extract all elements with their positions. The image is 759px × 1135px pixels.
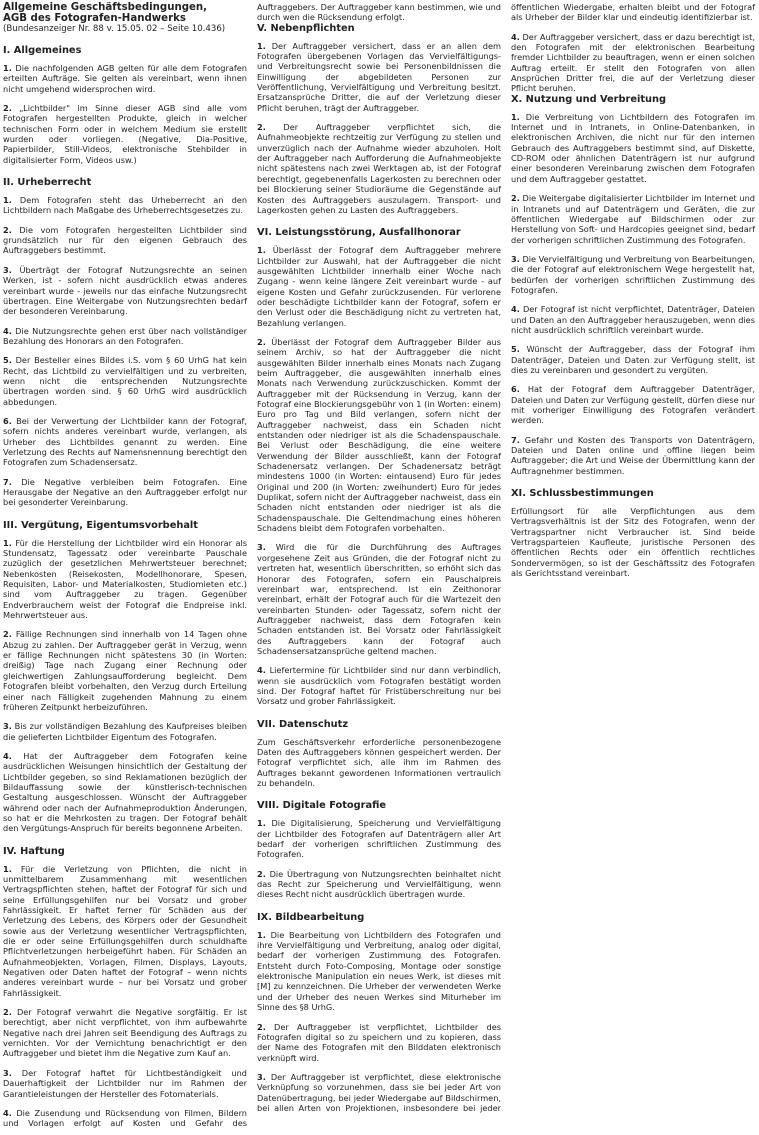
clause-number: 4.: [511, 304, 520, 315]
clause-paragraph: [3, 103, 247, 165]
clause-number: 5.: [511, 344, 520, 355]
clause-number: 4.: [3, 1107, 12, 1118]
clause-number: 4.: [3, 750, 12, 761]
clause-text: Die Weitergabe digitalisierter Lichtbilder im Internet und in Intranets und auf Datenträgern und Geräten, die zur öffentlichen Wiedergabe auf Bildschirmen oder zur Herstellung von Soft- und Hardcopies geeignet sind, bedarf der vorherigen schriftlichen Zustimmung des Fotografen.: [511, 193, 755, 245]
clause-number: 2.: [3, 629, 12, 640]
clause-number: 2.: [257, 1021, 266, 1032]
clause-number: 1.: [257, 40, 266, 51]
clause-paragraph: [257, 122, 501, 215]
clause-text: Die nachfolgenden AGB gelten für alle dem Fotografen erteilten Aufträge. Sie gelten als vereinbart, wenn ihnen nicht umgehend widersprochen wird.: [3, 63, 247, 94]
section-heading: VII. Datenschutz: [257, 718, 349, 730]
section: [3, 520, 247, 834]
section-heading: X. Nutzung und Verbreitung: [511, 93, 667, 105]
section-heading: I. Allgemeines: [3, 45, 82, 56]
clause-paragraph: [257, 245, 501, 328]
section: [3, 177, 247, 508]
clause-paragraph: [257, 930, 501, 1013]
clause-text: Die Negative verbleiben beim Fotografen. Eine Herausgabe der Negative an den Auftraggeber erfolgt nur bei gesonderter Vereinbarung.: [3, 476, 247, 508]
clause-number: 2.: [257, 868, 266, 879]
clause-paragraph: [3, 195, 247, 216]
clause-paragraph: [3, 751, 247, 834]
clause-paragraph: [3, 477, 247, 508]
clause-number: 6.: [511, 384, 520, 395]
clause-text: Der Fotograf verwahrt die Negative sorgfältig. Er ist berechtigt, aber nicht verpflichtet, von ihm aufbewahrte Negative nach drei Jahren seit Beendigung des Auftrags zu vernichten. Vor der Vernichtung benachrichtigt er den Auftraggeber und bietet ihm die Negative zum Kauf an.: [3, 1007, 247, 1059]
clause-paragraph: [257, 1022, 501, 1063]
clause-paragraph: [257, 337, 501, 534]
clause-paragraph: [511, 254, 755, 295]
clause-text: Die Nutzungsrechte gehen erst über nach vollständiger Bezahlung des Honorars an den Fotografen.: [3, 325, 247, 346]
document-reference: (Bundesanzeiger Nr. 88 v. 15.05. 02 – Seite 10.436): [3, 24, 226, 34]
clause-text: Der Auftraggeber verpflichtet sich, die Aufnahmeobjekte rechtzeitig zur Verfügung zu stellen und unverzüglich nach der Aufnahme wieder abzuholen. Holt der Auftraggeber nach Aufforderung die Aufnahmeobjekte nicht spätestens nach zwei Werktagen ab, ist der Fotograf berechtigt, gegebenenfalls Lagerkosten zu berechnen oder bei Blockierung seiner Studioräume die Gegenstände auf Kosten des Auftraggebers auszulagern. Transport- und Lagerkosten gehen zu Lasten des Auftraggebers.: [257, 122, 501, 215]
clause-paragraph: [257, 869, 501, 900]
clause-paragraph: [511, 112, 755, 184]
section-heading: V. Nebenpflichten: [257, 22, 355, 34]
clause-text: Wünscht der Auftraggeber, dass der Fotograf ihm Datenträger, Dateien und Daten zur Verfügung stellt, ist dies zu vereinbaren und gesondert zu vergüten.: [511, 344, 755, 375]
clause-paragraph: [3, 355, 247, 407]
clause-number: 6.: [3, 415, 12, 426]
clause-number: 1.: [257, 245, 266, 256]
section-heading: VIII. Digitale Fotografie: [257, 800, 387, 812]
clause-text: Die Vervielfältigung und Verbreitung von Bearbeitungen, die der Fotograf auf elektronischem Wege hergestellt hat, bedürfen der vorherigen schriftlichen Zustimmung des Fotografen.: [511, 253, 755, 295]
clause-text: Zum Geschäftsverkehr erforderliche personenbezogene Daten des Auftraggebers können gespeichert werden. Der Fotograf verpflichtet sich, alle ihm im Rahmen des Auftrages bekannt gewordenen Informationen vertraulich zu behandeln.: [257, 736, 501, 788]
clause-paragraph: [3, 326, 247, 347]
clause-number: 1.: [257, 929, 266, 940]
section: [511, 94, 755, 476]
clause-number: 2.: [511, 193, 520, 204]
clause-number: 3.: [257, 542, 266, 553]
clause-paragraph: [3, 63, 247, 94]
section-heading: VI. Leistungsstörung, Ausfallhonorar: [257, 227, 461, 239]
clause-number: 7.: [3, 476, 12, 487]
agb-document: [3, 2, 755, 1133]
clause-text: Der Auftraggeber versichert, dass er an allen dem Fotografen übergebenen Vorlagen das Vervielfältigungs- und Verbreitungsrecht sowie bei Personenbildnissen die Einwilligung der abgebildeten Personen zur Veröffentlichung, Vervielfältigung und Verbreitung besitzt. Ersatzansprüche Dritter, die auf der Verletzung dieser Pflicht beruhen, trägt der Auftraggeber.: [257, 40, 502, 113]
clause-paragraph: [257, 542, 501, 656]
clause-number: 2.: [3, 103, 12, 114]
clause-text: Der Auftraggeber versichert, dass er dazu berechtigt ist, den Fotografen mit der elektronischen Bearbeitung fremder Lichtbilder zu beauftragen, wenn er einen solchen Auftrag erteilt. Er stellt den Fotografen von allen Ansprüchen Dritter frei, die auf der Verletzung dieser Pflicht beruhen.: [511, 31, 755, 94]
clause-text: Die Zusendung und Rücksendung von Filmen, Bildern und Vorlagen erfolgt auf Kosten und Gefahr des Auftraggebers. Der Auftraggeber kann bestimmen, wie und durch wen die Rücksendung erfolgt.: [3, 2, 501, 1129]
clause-text: Der Auftraggeber ist verpflichtet, Lichtbilder des Fotografen digital so zu speichern und zu kopieren, dass der Name des Fotografen mit den Bilddaten elektronisch verknüpft wird.: [257, 1021, 501, 1063]
clause-number: 5.: [3, 355, 12, 366]
clause-text: Die Übertragung von Nutzungsrechten beinhaltet nicht das Recht zur Speicherung und Vervielfältigung, wenn dieses Recht nicht ausdrücklich übertragen wurde.: [257, 868, 501, 900]
section: [511, 488, 755, 578]
section: [257, 719, 501, 789]
clause-number: 3.: [3, 264, 12, 275]
clause-text: Erfüllungsort für alle Verpflichtungen aus dem Vertragsverhältnis ist der Sitz des Fotografen, wenn der Vertragspartner nicht Verbraucher ist. Sind beide Vertragsparteien Kaufleute, juristische Personen des öffentlichen Rechts oder ein öffentlich rechtliches Sondervermögen, so ist der Geschäftssitz des Fotografen als Gerichtsstand vereinbart.: [511, 506, 755, 579]
clause-number: 3.: [257, 1071, 266, 1082]
clause-text: Gefahr und Kosten des Transports von Datenträgern, Dateien und Daten online und offline liegen beim Auftraggeber; die Art und Weise der Übermittlung kann der Auftragnehmer bestimmen.: [511, 434, 755, 476]
clause-text: Hat der Fotograf dem Auftraggeber Datenträger, Dateien und Daten zur Verfügung gestellt, dürfen diese nur mit vorheriger Einwilligung des Fotografen verändert werden.: [511, 384, 755, 426]
clause-text: Fällige Rechnungen sind innerhalb von 14 Tagen ohne Abzug zu zahlen. Der Auftraggeber gerät in Verzug, wenn er fällige Rechnungen nicht spätestens 30 (in Worten: dreißig) Tage nach Zugang einer Rechnung oder gleichwertigen Zahlungsaufforderung begleicht. Dem Fotografen bleibt vorbehalten, den Verzug durch Erteilung einer nach Fälligkeit zugehenden Mahnung zu einem früheren Zeitpunkt herbeizuführen.: [3, 629, 247, 712]
clause-text: Bei der Verwertung der Lichtbilder kann der Fotograf, sofern nichts anderes vereinbart wurde, verlangen, als Urheber des Lichtbildes genannt zu werden. Eine Verletzung des Rechts auf Namensnennung berechtigt den Fotografen zum Schadensersatz.: [3, 415, 247, 468]
section-heading: II. Urheberrecht: [3, 177, 92, 189]
clause-paragraph: [257, 737, 501, 789]
clause-number: 4.: [3, 325, 12, 336]
clause-paragraph: [3, 864, 247, 998]
clause-text: Der Besteller eines Bildes i.S. vom § 60 UrhG hat kein Recht, das Lichtbild zu vervielfältigen und zu verbreiten, wenn nicht die entsprechenden Nutzungsrechte übertragen worden sind. § 60 UrhG wird ausdrücklich abbedungen.: [3, 355, 247, 407]
clause-paragraph: [511, 193, 755, 245]
clause-text: Dem Fotografen steht das Urheberrecht an den Lichtbildern nach Maßgabe des Urheberrechtsgesetzes zu.: [3, 195, 248, 216]
clause-paragraph: [3, 265, 247, 317]
clause-number: 2.: [257, 336, 266, 347]
section-heading: III. Vergütung, Eigentumsvorbehalt: [3, 519, 198, 531]
section: [3, 45, 247, 165]
clause-text: Wird die für die Durchführung des Auftrages vorgesehene Zeit aus Gründen, die der Fotograf nicht zu vertreten hat, wesentlich überschritten, so erhöht sich das Honorar des Fotografen, sofern ein Pauschalpreis vereinbart war, entsprechend. Ist ein Zeithonorar vereinbart, erhält der Fotograf auch für die Wartezeit den vereinbarten Stunden- oder Tagessatz, sofern nicht der Auftraggeber nachweist, dass dem Fotografen kein Schaden entstanden ist. Bei Vorsatz oder Fahrlässigkeit des Auftraggebers kann der Fotograf auch Schadensersatzansprüche geltend machen.: [257, 542, 501, 656]
clause-number: 1.: [257, 818, 266, 829]
clause-paragraph: [511, 304, 755, 335]
clause-number: 3.: [511, 253, 520, 264]
clause-paragraph: [3, 416, 247, 468]
clause-number: 2.: [257, 122, 266, 133]
clause-text: Für die Herstellung der Lichtbilder wird ein Honorar als Stundensatz, Tagessatz oder vereinbarte Pauschale zuzüglich der gesetzlichen Mehrwertsteuer berechnet; Nebenkosten (Reisekosten, Modellhonorare, Spesen, Requisiten, Labor- und Materialkosten, Studiomieten etc.) sind vom Auftraggeber zu tragen. Gegenüber Endverbrauchern weist der Fotograf die Endpreise inkl. Mehrwertsteuer aus.: [3, 537, 248, 621]
document-title-line-2: AGB des Fotografen-Handwerks: [3, 13, 186, 24]
clause-text: „Lichtbilder" im Sinne dieser AGB sind alle vom Fotografen hergestellten Produkte, gleich in welcher technischen Form oder in welchem Medium sie erstellt wurden oder vorliegen. (Negative, Dia-Positive, Papierbilder, Still-Videos, elektronische Stehbilder in digitalisierter Form, Videos usw.): [3, 103, 247, 165]
clause-number: 1.: [3, 863, 12, 874]
clause-text: Überlässt der Fotograf dem Auftraggeber mehrere Lichtbilder zur Auswahl, hat der Auftraggeber die nicht ausgewählten Lichtbilder innerhalb einer Woche nach Zugang - wenn keine längere Zeit vereinbart wurde - auf eigene Kosten und Gefahr zurückzusenden. Für verlorene oder beschädigte Lichtbilder kann der Fotograf, sofern er den Verlust oder die Beschädigung nicht zu vertreten hat, Bezahlung verlangen.: [257, 245, 501, 328]
clause-text: Die Digitalisierung, Speicherung und Vervielfältigung der Lichtbilder des Fotografen auf Datenträgern aller Art bedarf der vorherigen schriftlichen Zustimmung des Fotografen.: [257, 818, 501, 860]
clause-number: 3.: [3, 1067, 12, 1078]
clause-number: 2.: [3, 1007, 12, 1018]
clause-paragraph: [257, 665, 501, 706]
section-heading: IX. Bildbearbeitung: [257, 911, 365, 923]
clause-paragraph: [257, 41, 501, 113]
clause-text: Die vom Fotografen hergestellten Lichtbilder sind grundsätzlich nur für den eigenen Gebrauch des Auftraggebers bestimmt.: [3, 224, 247, 256]
clause-paragraph: [511, 344, 755, 375]
section: [257, 23, 501, 216]
clause-number: 7.: [511, 434, 520, 445]
clause-number: 1.: [3, 63, 12, 73]
clause-paragraph: [3, 629, 247, 712]
section: [257, 800, 501, 899]
clause-text: Überträgt der Fotograf Nutzungsrechte an seinen Werken, ist - sofern nicht ausdrücklich etwas anderes vereinbart wurde - jeweils nur das einfache Nutzungsrecht übertragen. Eine Weitergabe von Nutzungsrechten bedarf der besonderen Vereinbarung.: [3, 264, 248, 317]
section-heading: XI. Schlussbestimmungen: [511, 488, 654, 500]
clause-text: Der Fotograf ist nicht verpflichtet, Datenträger, Dateien und Daten an den Auftraggeber herauszugeben, wenn dies nicht ausdrücklich schriftlich vereinbart wurde.: [511, 304, 755, 335]
clause-text: Die Verbreitung von Lichtbildern des Fotografen im Internet und in Intranets, in Online-Datenbanken, in elektronischen Archiven, die nicht nur für den internen Gebrauch des Auftraggebers bestimmt sind, auf Diskette, CD-ROM oder ähnlichen Datenträgern ist nur aufgrund einer besonderen Vereinbarung zwischen dem Fotografen und dem Auftraggeber gestattet.: [511, 111, 755, 184]
clause-number: 1.: [3, 195, 12, 206]
clause-paragraph: [511, 435, 755, 476]
clause-paragraph: [511, 506, 755, 578]
clause-text: Für die Verletzung von Pflichten, die nicht in unmittelbarem Zusammenhang mit wesentlichen Vertragspflichten stehen, haftet der Fotograf für sich und seine Erfüllungsgehilfen nur bei Vorsatz und grober Fahrlässigkeit. Er haftet ferner für Schäden aus der Verletzung des Lebens, des Körpers oder der Gesundheit sowie aus der Verletzung wesentlicher Vertragspflichten, die er oder seine Erfüllungsgehilfen durch schuldhafte Pflichtverletzungen herbeigeführt haben. Für Schäden an Aufnahmeobjekten, Vorlagen, Filmen, Displays, Layouts, Negativen oder Daten haftet der Fotograf – wenn nichts anderes vereinbart wurde – nur bei Vorsatz und grober Fahrlässigkeit.: [3, 863, 247, 998]
clause-number: 1.: [3, 537, 12, 548]
clause-paragraph: [511, 384, 755, 425]
clause-text: Überlässt der Fotograf dem Auftraggeber Bilder aus seinem Archiv, so hat der Auftraggeber die nicht ausgewählten Bilder innerhalb eines Monats nach Zugang beim Auftraggeber, die ausgewählten innerhalb eines Monats nach Verwendung zurückzuschicken. Kommt der Auftraggeber mit der Rücksendung in Verzug, kann der Fotograf eine Blockierungsgebühr von 1 (in Worten: einem) Euro pro Tag und Bild verlangen, sofern nicht der Auftraggeber nachweist, dass ein Schaden nicht entstanden oder niedriger ist als die Schadenspauschale. Bei Verlust oder Beschädigung, die eine weitere Verwendung der Bilder ausschließt, kann der Fotograf Schadenersatz verlangen. Der Schadenersatz beträgt mindestens 1000 (in Worten: eintausend) Euro für jedes Original und 200 (in Worten: zweihundert) Euro für jedes Duplikat, sofern nicht der Auftraggeber nachweist, dass ein Schaden nicht entstanden oder niedriger ist als die Schadenspauschale. Die Geltendmachung eines höheren Schadens bleibt dem Fotografen vorbehalten.: [257, 336, 501, 534]
section: [257, 227, 501, 706]
clause-text: Der Auftraggeber ist verpflichtet, diese elektronische Verknüpfung so vorzunehmen, dass sie bei jeder Art von Datenübertragung, bei jeder Wiedergabe auf Bildschirmen, bei allen Arten von Projektionen, insbesondere bei jeder öffentlichen Wiedergabe, erhalten bleibt und der Fotograf als Urheber der Bilder klar und eindeutig identifizierbar ist.: [257, 2, 755, 1113]
section-heading: IV. Haftung: [3, 845, 65, 857]
document-title-line-1: Allgemeine Geschäftsbedingungen,: [3, 2, 208, 13]
clause-text: Bis zur vollständigen Bezahlung des Kaufpreises bleiben die gelieferten Lichtbilder Eigentum des Fotografen.: [3, 721, 247, 742]
clause-number: 4.: [257, 665, 266, 676]
clause-number: 3.: [3, 721, 12, 732]
clause-paragraph: [3, 1007, 247, 1059]
sections-container: [3, 2, 755, 1133]
clause-text: Hat der Auftraggeber dem Fotografen keine ausdrücklichen Weisungen hinsichtlich der Gestaltung der Lichtbilder gegeben, so sind Reklamationen bezüglich der Bildauffassung sowie der künstlerisch-technischen Gestaltung ausgeschlossen. Wünscht der Auftraggeber während oder nach der Aufnahmeproduktion Änderungen, so hat er die Mehrkosten zu tragen. Der Fotograf behält den Vergütungs-Anspruch für bereits begonnene Arbeiten.: [3, 750, 247, 834]
clause-number: 1.: [511, 111, 520, 122]
clause-paragraph: [511, 32, 755, 94]
clause-number: 2.: [3, 224, 12, 235]
clause-text: Liefertermine für Lichtbilder sind nur dann verbindlich, wenn sie ausdrücklich vom Fotografen bestätigt worden sind. Der Fotograf haftet für Fristüberschreitung nur bei Vorsatz und grober Fahrlässigkeit.: [257, 665, 501, 707]
clause-text: Die Bearbeitung von Lichtbildern des Fotografen und ihre Vervielfältigung und Verbreitung, analog oder digital, bedarf der vorherigen Zustimmung des Fotografen. Entsteht durch Foto-Composing, Montage oder sonstige elektronische Manipulation ein neues Werk, ist dieses mit [M] zu kennzeichnen. Die Urheber der verwendeten Werke und der Urheber des neuen Werkes sind Miturheber im Sinne des §8 UrhG.: [257, 929, 501, 1013]
clause-paragraph: [3, 225, 247, 256]
clause-paragraph: [3, 1068, 247, 1099]
clause-paragraph: [257, 818, 501, 859]
clause-paragraph: [3, 538, 247, 621]
clause-paragraph: [3, 721, 247, 742]
clause-text: Der Fotograf haftet für Lichtbeständigkeit und Dauerhaftigkeit der Lichtbilder nur im Rahmen der Garantieleistungen der Hersteller des Fotomaterials.: [3, 1067, 247, 1099]
clause-number: 4.: [511, 31, 520, 42]
